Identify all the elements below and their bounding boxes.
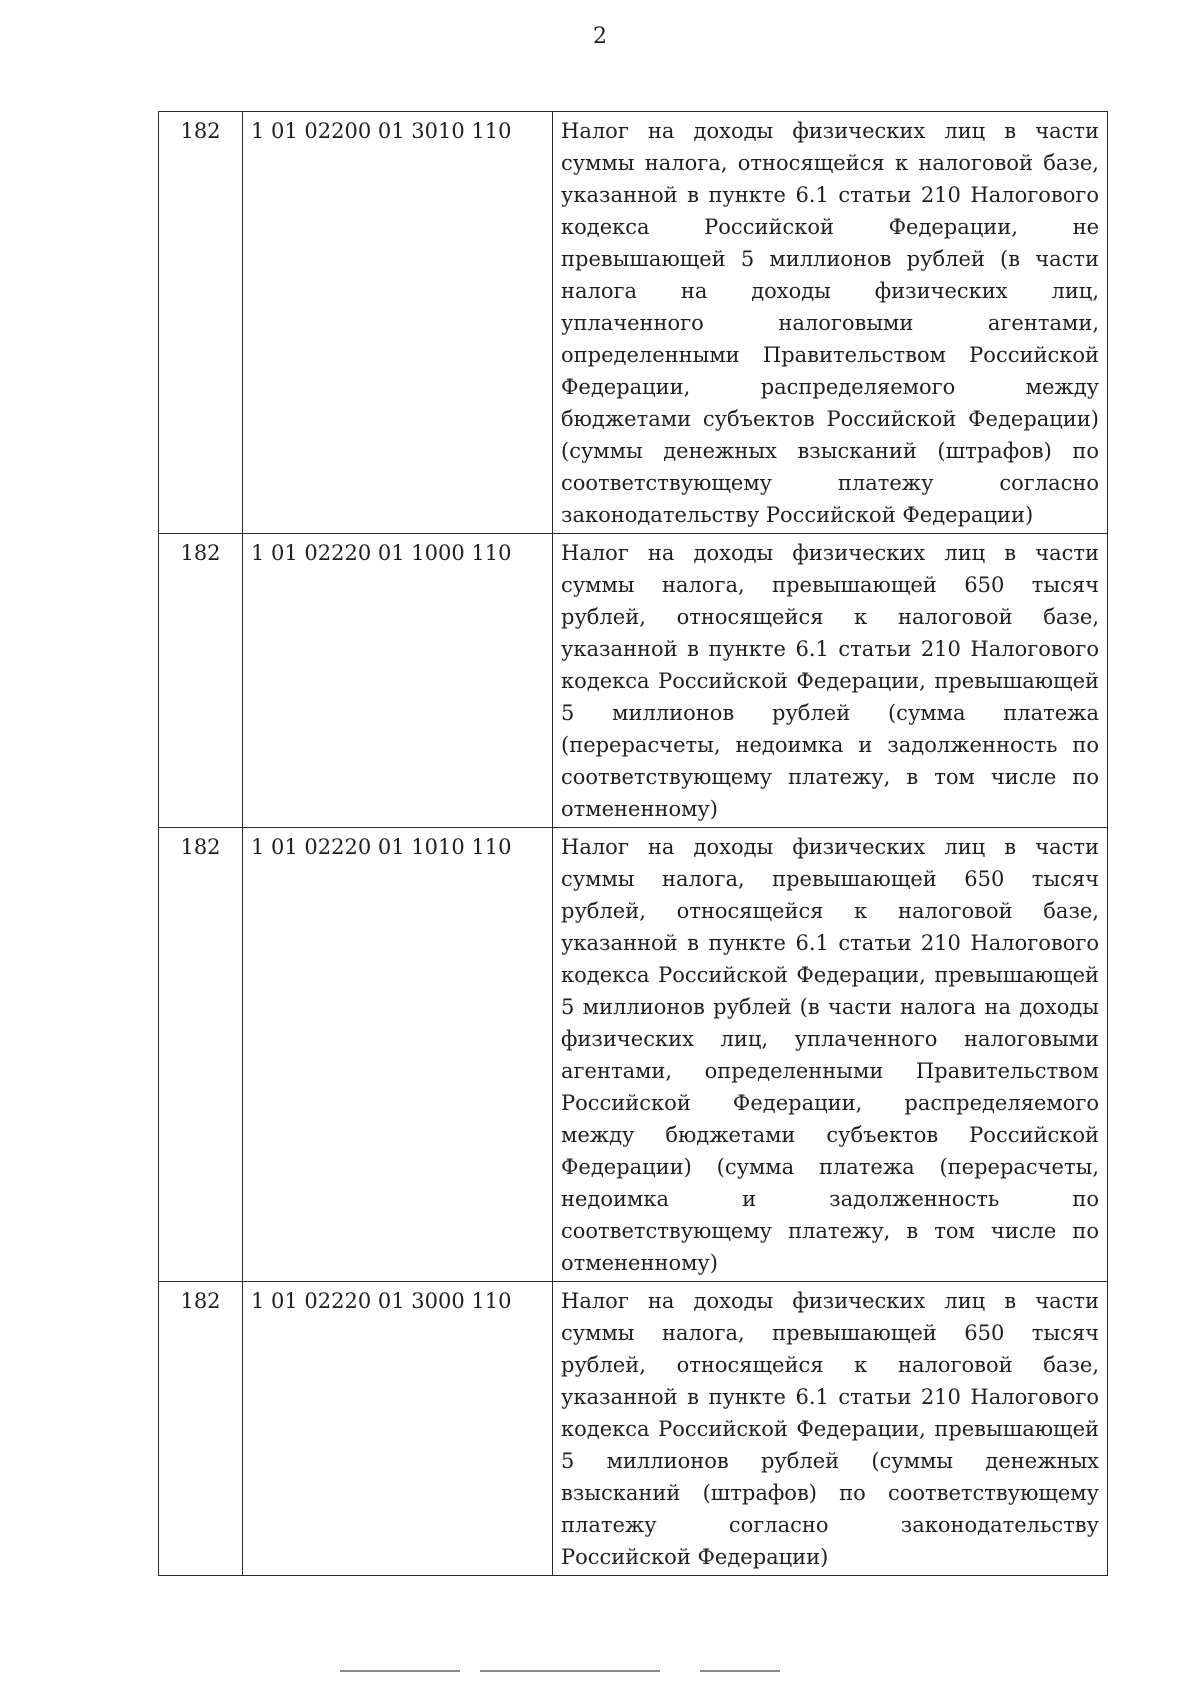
admin-code-cell: 182 <box>159 112 243 534</box>
admin-code-cell: 182 <box>159 534 243 828</box>
income-description-cell: Налог на доходы физических лиц в части суммы налога, превышающей 650 тысяч рублей, относящейся к налоговой базе, указанной в пункте 6.1 статьи 210 Налогового кодекса Российской Федерации, превышающей 5 миллионов рублей (суммы денежных взысканий (штрафов) по соответствующему платежу согласно законодательству Российской Федерации) <box>553 1282 1108 1576</box>
table-row <box>159 112 1108 534</box>
income-description-cell: Налог на доходы физических лиц в части суммы налога, превышающей 650 тысяч рублей, относящейся к налоговой базе, указанной в пункте 6.1 статьи 210 Налогового кодекса Российской Федерации, превышающей 5 миллионов рублей (сумма платежа (перерасчеты, недоимка и задолженность по соответствующему платежу, в том числе по отмененному) <box>553 534 1108 828</box>
admin-code-cell: 182 <box>159 1282 243 1576</box>
table-row <box>159 1282 1108 1576</box>
budget-classification-code-cell: 1 01 02200 01 3010 110 <box>243 112 553 534</box>
budget-classification-code-cell: 1 01 02220 01 3000 110 <box>243 1282 553 1576</box>
budget-codes-table <box>158 111 1108 1576</box>
budget-classification-code-cell: 1 01 02220 01 1000 110 <box>243 534 553 828</box>
table-row <box>159 534 1108 828</box>
income-description-cell: Налог на доходы физических лиц в части суммы налога, превышающей 650 тысяч рублей, относящейся к налоговой базе, указанной в пункте 6.1 статьи 210 Налогового кодекса Российской Федерации, превышающей 5 миллионов рублей (в части налога на доходы физических лиц, уплаченного налоговыми агентами, определенными Правительством Российской Федерации, распределяемого между бюджетами субъектов Российской Федерации) (сумма платежа (перерасчеты, недоимка и задолженность по соответствующему платежу, в том числе по отмененному) <box>553 828 1108 1282</box>
scan-edge-line <box>480 1670 660 1672</box>
table-row <box>159 828 1108 1282</box>
admin-code-cell: 182 <box>159 828 243 1282</box>
scan-edge-line <box>340 1670 460 1672</box>
page-number: 2 <box>593 24 607 49</box>
budget-classification-code-cell: 1 01 02220 01 1010 110 <box>243 828 553 1282</box>
scan-edge-line <box>700 1670 780 1672</box>
income-description-cell: Налог на доходы физических лиц в части суммы налога, относящейся к налоговой базе, указанной в пункте 6.1 статьи 210 Налогового кодекса Российской Федерации, не превышающей 5 миллионов рублей (в части налога на доходы физических лиц, уплаченного налоговыми агентами, определенными Правительством Российской Федерации, распределяемого между бюджетами субъектов Российской Федерации)(суммы денежных взысканий (штрафов) по соответствующему платежу согласно законодательству Российской Федерации) <box>553 112 1108 534</box>
